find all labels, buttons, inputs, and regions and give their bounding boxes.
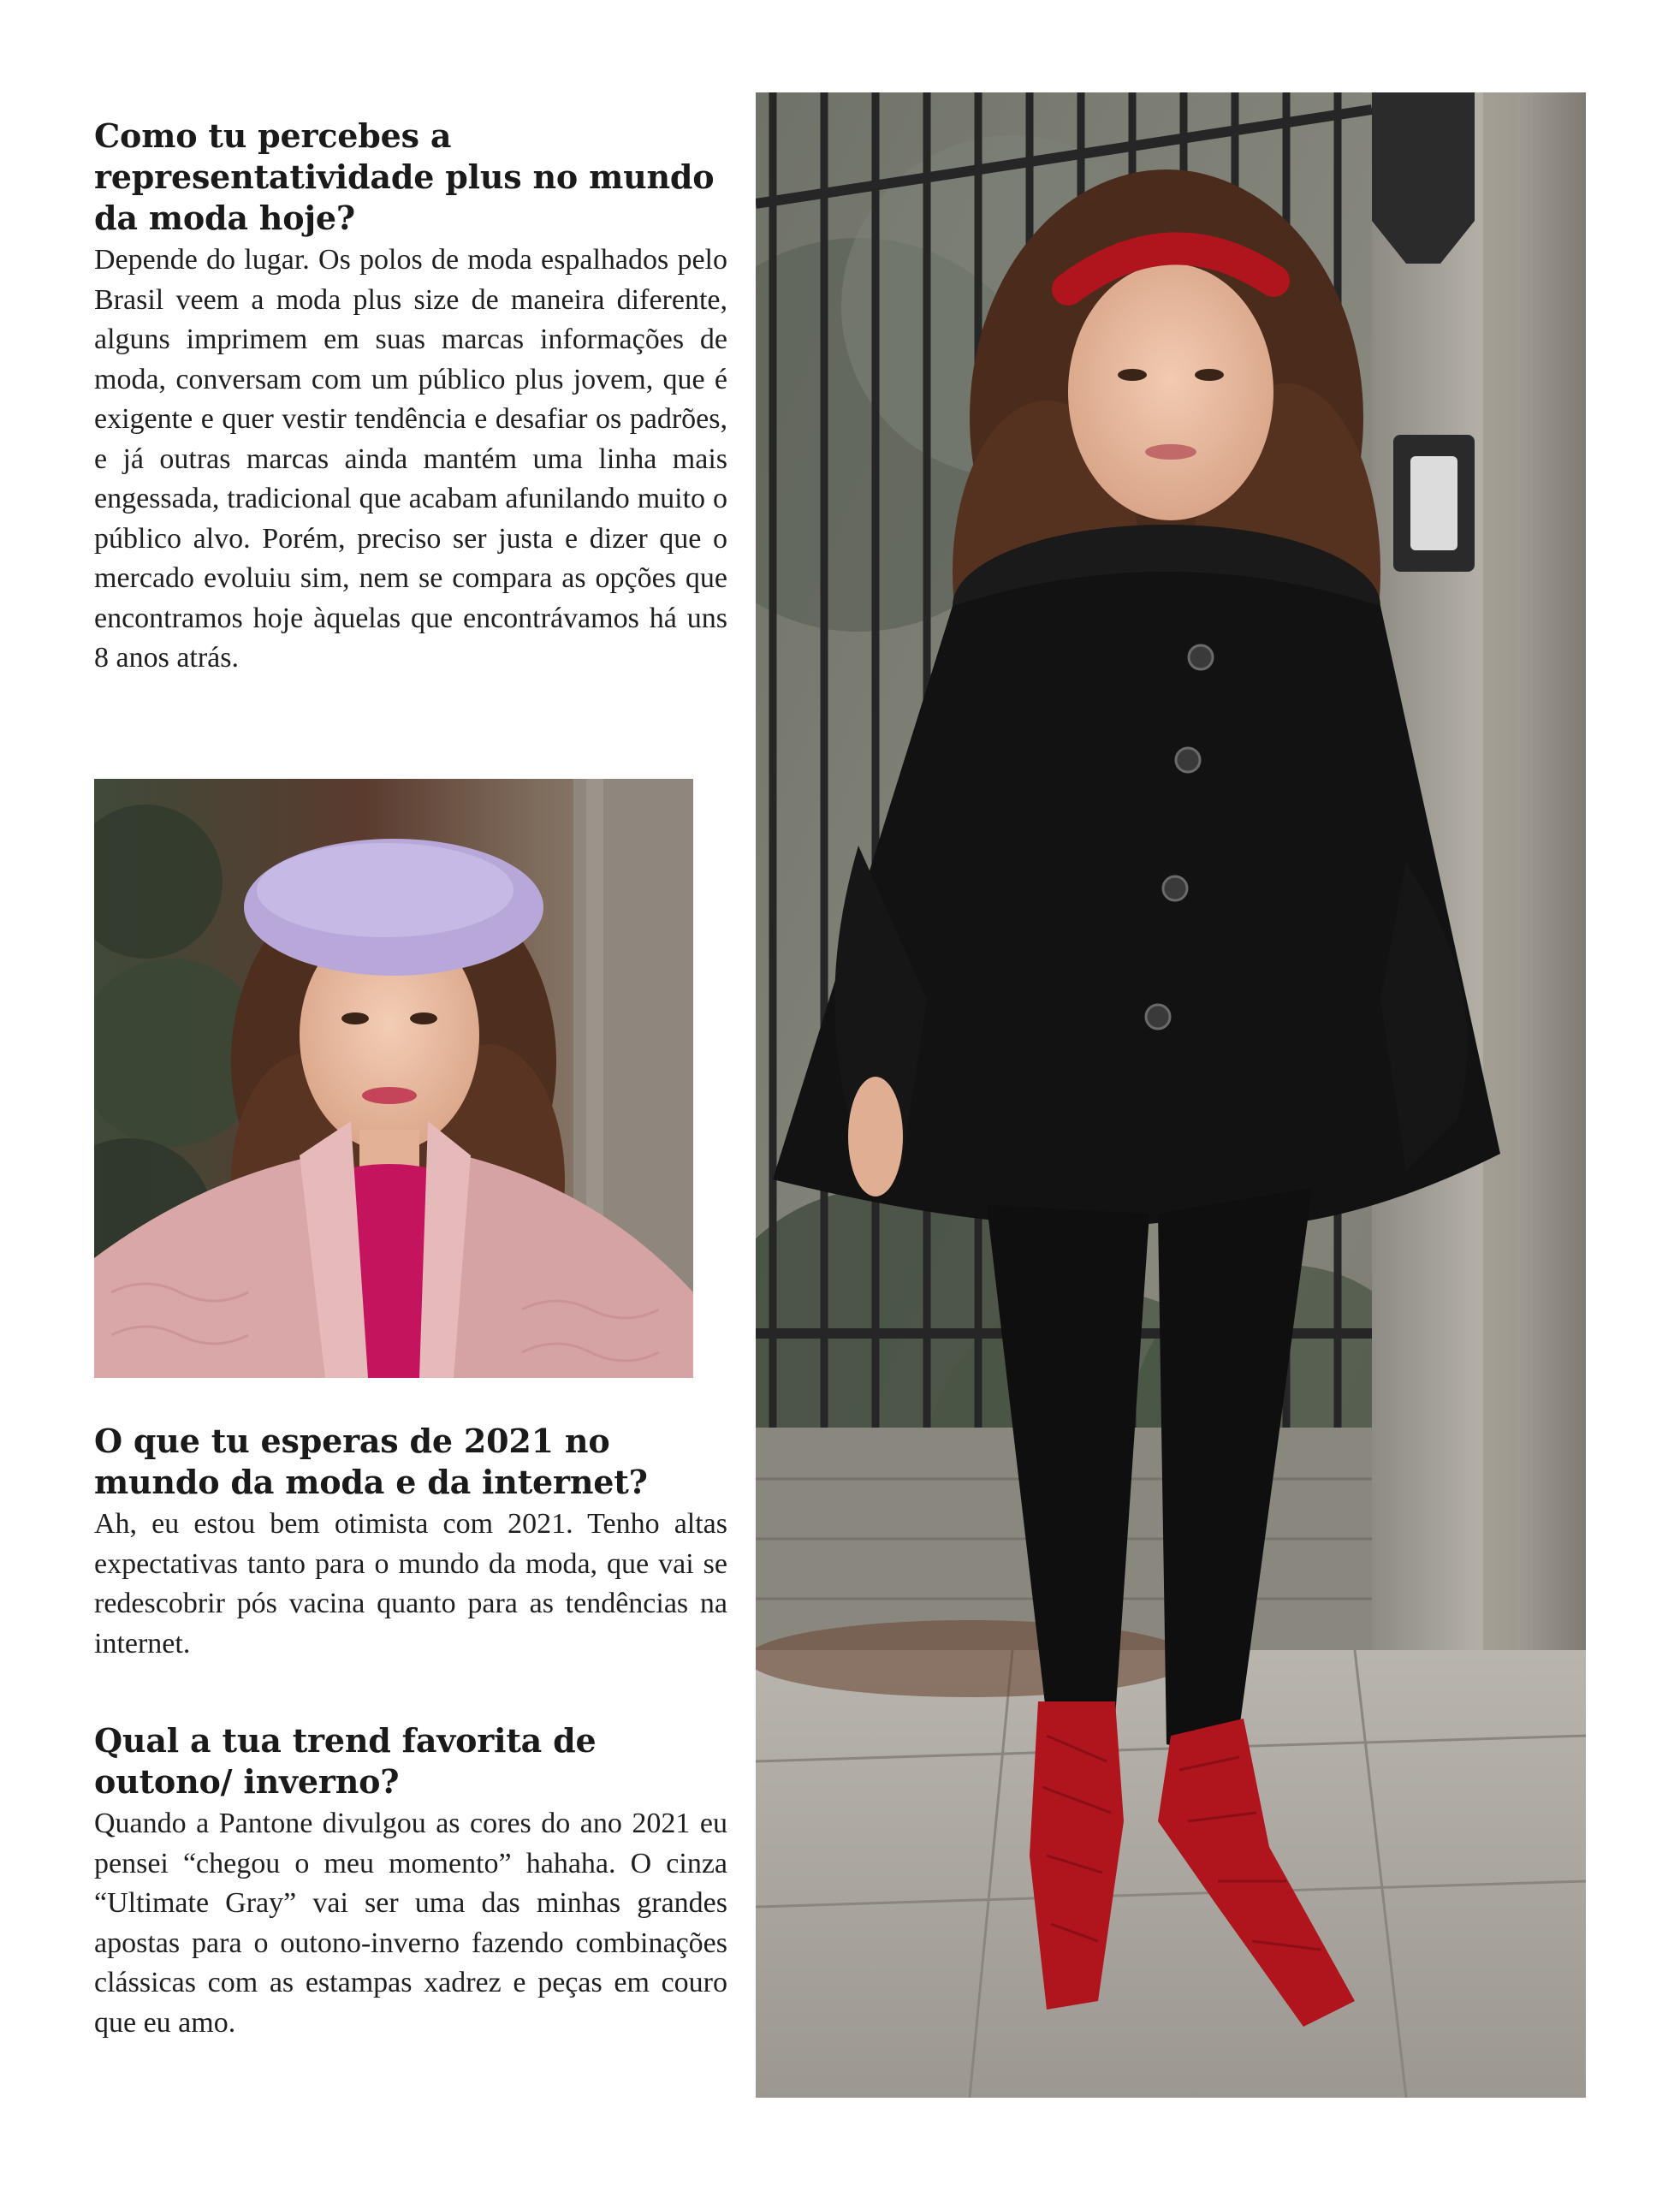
question-heading: O que tu esperas de 2021 no mundo da moda e da internet? — [94, 1422, 648, 1501]
answer-paragraph: Depende do lugar. Os polos de moda espalhados pelo Brasil veem a moda plus size de maneira diferente, alguns imprimem em suas marcas informações de moda, conversam com um público plus jovem, que é exigente e quer vestir tendência e desafiar os padrões, e já outras marcas ainda mantém uma linha mais engessada, tradicional que acabam afunilando muito o público alvo. Porém, preciso ser justa e dizer que o mercado evoluiu sim, nem se compara as opções que encontramos hoje àquelas que encontrávamos há uns 8 anos atrás. — [94, 244, 727, 674]
interview-section-representatividade — [94, 116, 727, 679]
question-heading: Qual a tua trend favorita de outono/ inverno? — [94, 1721, 597, 1801]
question-heading: Como tu percebes a representatividade plus no mundo da moda hoje? — [94, 116, 715, 237]
interview-section-2021 — [94, 1421, 727, 1664]
interview-section-trend — [94, 1720, 727, 2043]
portrait-photo-pink-jacket — [94, 779, 693, 1378]
fullbody-photo-black-cape — [756, 92, 1586, 2098]
answer-paragraph: Quando a Pantone divulgou as cores do ano 2021 eu pensei “chegou o meu momento” hahaha. O cinza “Ultimate Gray” vai ser uma das minhas grandes apostas para o outono-inverno fazendo combinações clássicas com as estampas xadrez e peças em couro que eu amo. — [94, 1808, 727, 2039]
answer-paragraph: Ah, eu estou bem otimista com 2021. Tenho altas expectativas tanto para o mundo da moda, que vai se redescobrir pós vacina quanto para as tendências na internet. — [94, 1508, 727, 1660]
